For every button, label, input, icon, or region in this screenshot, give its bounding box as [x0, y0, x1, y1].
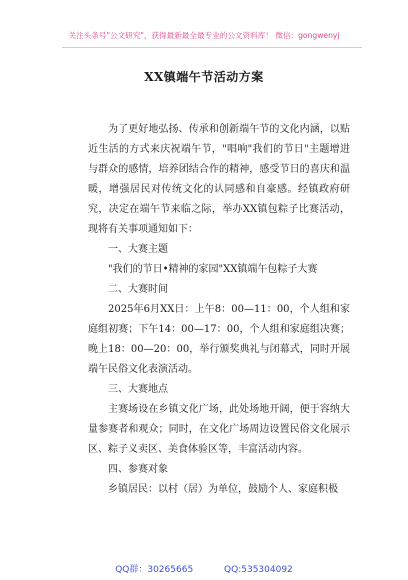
theme-paragraph: "我们的节日•精神的家园"XX镇端午包粽子大赛 — [108, 264, 318, 275]
document-title: XX镇端午节活动方案 — [144, 70, 264, 84]
document-body — [88, 120, 350, 500]
section-heading-theme: 一、大赛主题 — [108, 244, 168, 255]
venue-paragraph: 主赛场设在乡镇文化广场，此处场地开阔，便于容纳大量参赛者和观众；同时，在文化广场周边设置民俗文化展示区、粽子义卖区、美食体验区等，丰富活动内容。 — [88, 404, 350, 455]
section-heading-venue: 三、大赛地点 — [108, 384, 168, 395]
section-heading-participants: 四、参赛对象 — [108, 464, 168, 475]
time-paragraph: 2025年6月XX日：上午8：00—11：00，个人组和家庭组初赛；下午14：00—17：00，个人组和家庭组决赛；晚上18：00—20：00，举行颁奖典礼与闭幕式，同时开展端午民俗文化表演活动。 — [88, 304, 350, 375]
header-divider — [62, 47, 362, 48]
qq-contact-text: QQ:535304092 — [224, 565, 293, 575]
qq-group-text: QQ群：30265665 — [115, 565, 194, 575]
participants-paragraph: 乡镇居民：以村（居）为单位，鼓励个人、家庭积极 — [108, 484, 338, 495]
promo-banner: 关注头条号"公文研究"，获得最新最全最专业的公文资料库！ 微信：gongwenyj — [68, 31, 340, 40]
page-footer — [0, 562, 408, 575]
section-heading-time: 二、大赛时间 — [108, 284, 168, 295]
intro-paragraph: 为了更好地弘扬、传承和创新端午节的文化内涵，以贴近生活的方式来庆祝端午节，"唱响"我们的节日"主题增进与群众的感情，培养团结合作的精神，感受节日的喜庆和温暖，增强居民对传统文化的认同感和自豪感。经镇政府研究，决定在端午节来临之际，举办XX镇包粽子比赛活动，现将有关事项通知如下： — [88, 124, 350, 235]
